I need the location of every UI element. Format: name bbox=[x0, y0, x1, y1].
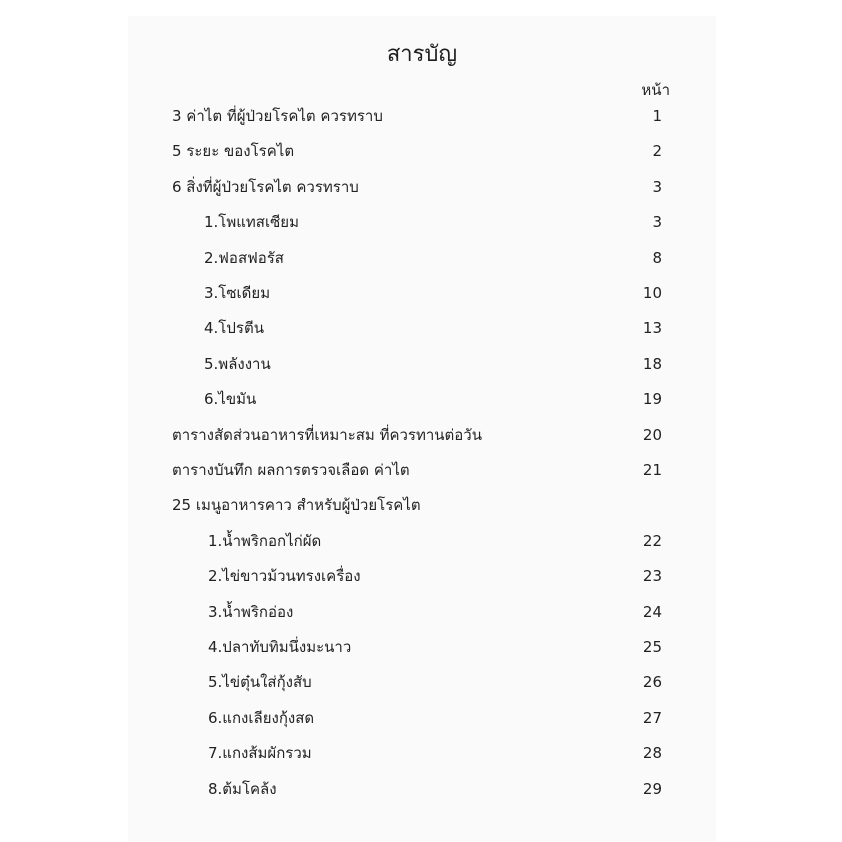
toc-entry-page-number: 25 bbox=[642, 638, 662, 656]
toc-entry-page-number: 19 bbox=[642, 390, 662, 409]
toc-entry-page-number: 21 bbox=[642, 461, 662, 479]
toc-entry-title: 6.ไขมัน bbox=[204, 390, 257, 409]
toc-entry bbox=[128, 422, 716, 448]
toc-entry-page-number: 13 bbox=[642, 319, 662, 338]
toc-entry-page-number: 23 bbox=[642, 567, 662, 586]
toc-entry-page-number: 2 bbox=[652, 142, 662, 161]
toc-entry-page-number: 26 bbox=[642, 673, 662, 692]
toc-entry bbox=[128, 634, 716, 660]
toc-entry-title: 1.โพแทสเซียม bbox=[204, 213, 299, 232]
toc-entry-title: 3 ค่าไต ที่ผู้ป่วยโรคไต ควรทราบ bbox=[172, 107, 383, 125]
toc-entry-page-number: 1 bbox=[652, 107, 662, 125]
toc-entry bbox=[128, 705, 716, 731]
toc-entry-page-number: 18 bbox=[642, 354, 662, 373]
toc-entry-title: 5 ระยะ ของโรคไต bbox=[172, 142, 295, 161]
toc-entry-page-number: 27 bbox=[642, 708, 662, 727]
toc-entry bbox=[128, 245, 716, 271]
toc-entry-title: 3.น้ำพริกอ่อง bbox=[208, 602, 294, 621]
toc-entry-title: 6.แกงเลียงกุ้งสด bbox=[208, 708, 315, 727]
toc-entry bbox=[128, 174, 716, 200]
toc-entry-title: ตารางสัดส่วนอาหารที่เหมาะสม ที่ควรทานต่อวัน bbox=[172, 425, 482, 444]
toc-entry-title: 6 สิ่งที่ผู้ป่วยโรคไต ควรทราบ bbox=[172, 177, 359, 196]
toc-entry-title: 4.ปลาทับทิมนึ่งมะนาว bbox=[208, 638, 352, 656]
page-column-header: หน้า bbox=[641, 81, 670, 99]
toc-entry-page-number: 29 bbox=[642, 779, 662, 798]
toc-entry bbox=[128, 563, 716, 589]
toc-entry-title: ตารางบันทึก ผลการตรวจเลือด ค่าไต bbox=[172, 461, 410, 479]
toc-entry-title: 1.น้ำพริกอกไก่ผัด bbox=[208, 531, 322, 550]
toc-entry bbox=[128, 492, 716, 518]
toc-entry bbox=[128, 386, 716, 412]
toc-entry bbox=[128, 669, 716, 695]
toc-entry-title: 5.ไข่ตุ๋นใส่กุ้งสับ bbox=[208, 673, 312, 692]
toc-entry bbox=[128, 740, 716, 766]
toc-entry-page-number: 28 bbox=[642, 744, 662, 763]
toc-entry-title: 7.แกงส้มผักรวม bbox=[208, 744, 312, 763]
toc-entry-page-number: 24 bbox=[642, 602, 662, 621]
toc-entry-title: 2.ฟอสฟอรัส bbox=[204, 248, 284, 267]
document-page bbox=[128, 16, 716, 842]
toc-entry bbox=[128, 599, 716, 625]
toc-entry-page-number: 8 bbox=[652, 248, 662, 267]
toc-entry bbox=[128, 315, 716, 341]
toc-entry bbox=[128, 528, 716, 554]
toc-entry bbox=[128, 776, 716, 802]
page-title: สารบัญ bbox=[386, 42, 458, 67]
toc-entry-title: 2.ไข่ขาวม้วนทรงเครื่อง bbox=[208, 567, 361, 586]
toc-entry-title: 25 เมนูอาหารคาว สำหรับผู้ป่วยโรคไต bbox=[172, 496, 421, 515]
toc-entry bbox=[128, 457, 716, 483]
toc-entry-page-number: 3 bbox=[652, 177, 662, 196]
toc-entry bbox=[128, 351, 716, 377]
toc-entry bbox=[128, 280, 716, 306]
toc-entry-page-number: 22 bbox=[642, 531, 662, 550]
toc-entry-page-number: 20 bbox=[642, 425, 662, 444]
toc-entry bbox=[128, 103, 716, 129]
toc-entry-title: 4.โปรตีน bbox=[204, 319, 264, 338]
toc-entry bbox=[128, 138, 716, 164]
toc-entry bbox=[128, 209, 716, 235]
toc-entry-title: 8.ต้มโคล้ง bbox=[208, 779, 277, 798]
toc-entry-page-number: 10 bbox=[642, 284, 662, 302]
toc-entry-page-number: 3 bbox=[652, 213, 662, 232]
toc-entry-title: 5.พลังงาน bbox=[204, 354, 271, 373]
toc-entry-title: 3.โซเดียม bbox=[204, 284, 271, 302]
